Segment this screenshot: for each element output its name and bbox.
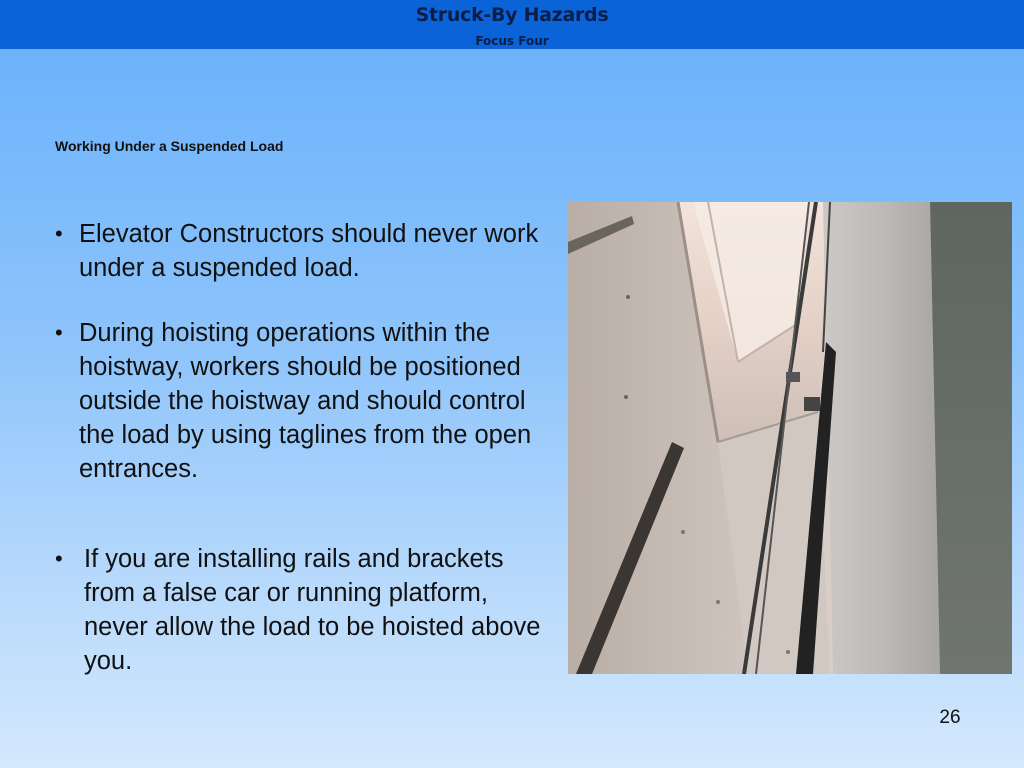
hoistway-photo-icon <box>568 202 1012 674</box>
bullet-marker: • <box>55 546 63 571</box>
bullet-marker: • <box>55 320 63 345</box>
page-number: 26 <box>939 707 961 728</box>
bullet-item <box>55 542 555 678</box>
bullet-text: During hoisting operations within the hoistway, workers should be positioned outside the hoistway and should control the load by using taglines from the open entrances. <box>79 319 532 483</box>
bullet-text: If you are installing rails and brackets from a false car or running platform, never allow the load to be hoisted above you. <box>84 545 541 675</box>
bullet-text: Elevator Constructors should never work under a suspended load. <box>79 220 539 282</box>
header-subtitle: Focus Four <box>475 34 549 48</box>
header-bar <box>0 0 1024 49</box>
bullet-item <box>55 316 555 486</box>
bullet-marker: • <box>55 221 63 246</box>
slide-heading: Working Under a Suspended Load <box>55 138 284 154</box>
bullet-item <box>55 217 545 285</box>
hoistway-photo <box>568 202 1012 674</box>
header-title: Struck-By Hazards <box>415 4 609 26</box>
